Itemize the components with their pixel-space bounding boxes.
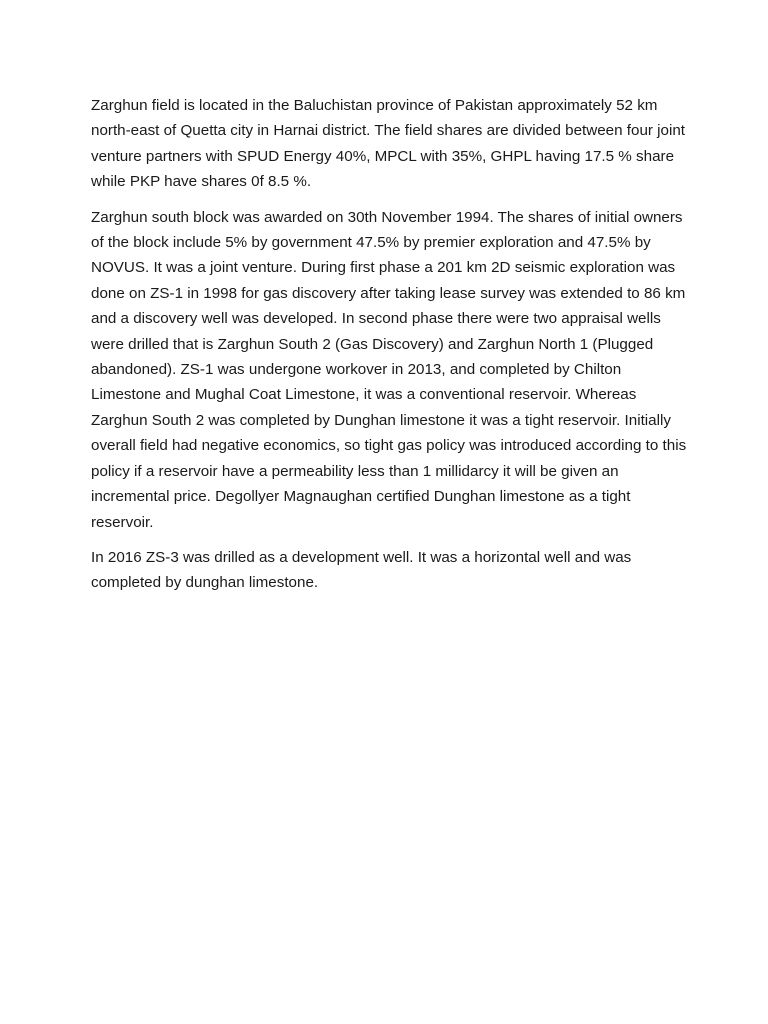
paragraph-zarghun-field-overview: Zarghun field is located in the Baluchistan province of Pakistan approximately 52 km north-east of Quetta city in Harnai district. The field shares are divided between four joint venture partners with SPUD Energy 40%, MPCL with 35%, GHPL having 17.5 % share while PKP have shares 0f 8.5 %. — [91, 97, 686, 191]
paragraph-zarghun-south-block-history: Zarghun south block was awarded on 30th November 1994. The shares of initial owners of the block include 5% by government 47.5% by premier exploration and 47.5% by NOVUS. It was a joint venture. During first phase a 201 km 2D seismic exploration was done on ZS-1 in 1998 for gas discovery after taking lease survey was extended to 86 km and a discovery well was developed. In second phase there were two appraisal wells were drilled that is Zarghun South 2 (Gas Discovery) and Zarghun North 1 (Plugged abandoned). ZS-1 was undergone workover in 2013, and completed by Chilton Limestone and Mughal Coat Limestone, it was a conventional reservoir. Whereas Zarghun South 2 was completed by Dunghan limestone it was a tight reservoir. Initially overall field had negative economics, so tight gas policy was introduced according to this policy if a reservoir have a permeability less than 1 millidarcy it will be given an incremental price. Degollyer Magnaughan certified Dunghan limestone as a tight reservoir. — [91, 208, 687, 531]
paragraph-zs3-development-well: In 2016 ZS-3 was drilled as a development well. It was a horizontal well and was completed by dunghan limestone. — [91, 548, 632, 592]
document-body — [91, 93, 689, 606]
